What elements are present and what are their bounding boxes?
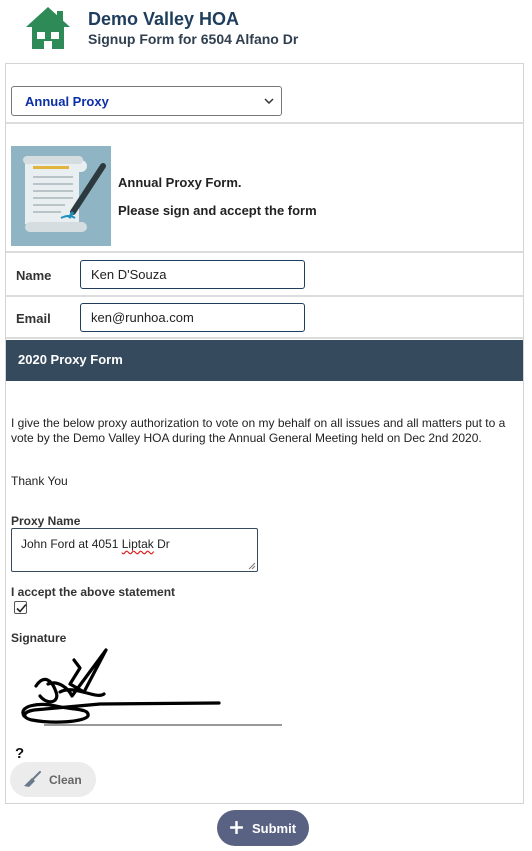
clean-label: Clean bbox=[49, 773, 82, 787]
section-header bbox=[6, 340, 523, 381]
name-input[interactable] bbox=[80, 260, 305, 289]
proxy-name-text: John Ford at 4051 bbox=[21, 537, 122, 551]
checkmark-icon bbox=[15, 602, 28, 615]
proxy-name-suffix: Dr bbox=[153, 537, 170, 551]
resize-handle-icon[interactable] bbox=[248, 562, 256, 570]
accept-label: I accept the above statement bbox=[11, 585, 176, 599]
intro-instruction: Please sign and accept the form bbox=[118, 203, 317, 218]
proxy-name-value bbox=[21, 537, 170, 551]
submit-label: Submit bbox=[252, 821, 297, 836]
chevron-down-icon bbox=[264, 97, 274, 105]
accept-checkbox[interactable] bbox=[14, 601, 27, 614]
spellcheck-word: Liptak bbox=[121, 537, 154, 551]
proxy-name-label: Proxy Name bbox=[11, 514, 81, 528]
form-type-row bbox=[6, 64, 523, 124]
signature-pad[interactable] bbox=[14, 644, 284, 726]
plus-icon bbox=[230, 821, 243, 834]
signature-label: Signature bbox=[11, 631, 67, 645]
broom-icon bbox=[23, 771, 41, 788]
scroll-quill-icon bbox=[11, 146, 111, 246]
form-type-selected: Annual Proxy bbox=[25, 94, 109, 109]
submit-button[interactable] bbox=[217, 810, 309, 846]
proxy-name-textarea[interactable] bbox=[11, 528, 258, 572]
intro-title: Annual Proxy Form. bbox=[118, 175, 242, 190]
page-header bbox=[0, 0, 532, 58]
email-row bbox=[6, 298, 523, 339]
form-subtitle: Signup Form for 6504 Alfano Dr bbox=[88, 31, 299, 47]
signup-form bbox=[5, 63, 524, 804]
intro-row bbox=[6, 125, 523, 253]
name-label: Name bbox=[16, 268, 52, 283]
hoa-name: Demo Valley HOA bbox=[88, 9, 240, 29]
email-label: Email bbox=[16, 311, 51, 326]
help-mark: ? bbox=[15, 745, 25, 762]
email-input[interactable] bbox=[80, 303, 305, 332]
section-title: 2020 Proxy Form bbox=[18, 352, 123, 367]
clean-button[interactable] bbox=[10, 762, 96, 797]
name-row bbox=[6, 254, 523, 297]
house-icon bbox=[24, 5, 72, 51]
thank-you-text: Thank You bbox=[11, 474, 68, 488]
proxy-statement: I give the below proxy authorization to vote on my behalf on all issues and all matters put to a vote by the Demo Valley HOA during the Annual General Meeting held on Dec 2nd 2020. bbox=[11, 416, 506, 445]
form-type-select[interactable] bbox=[11, 86, 282, 116]
